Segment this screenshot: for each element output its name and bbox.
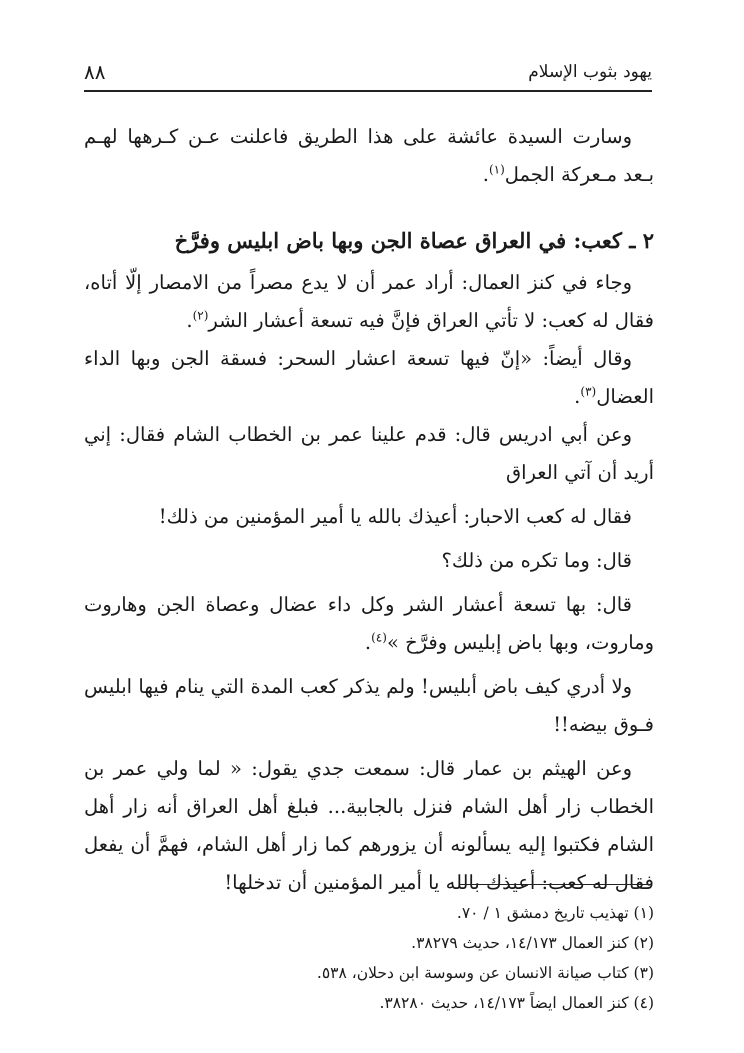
paragraph-5 — [84, 498, 654, 536]
paragraph-1-text: وسارت السيدة عائشة على هذا الطريق فاعلنت عـن كـرهها لهـم بـعد مـعركة الجمل — [84, 125, 654, 186]
section-heading: ٢ ـ كعب: في العراق عصاة الجن وبها باض ابليس وفرَّخ — [174, 228, 654, 253]
paragraph-3: وقال أيضاً: «إنّ فيها تسعة اعشار السحر: فسقة الجن وبها الداء العضال$^{(٣)}$. — [84, 347, 654, 408]
header-divider — [84, 90, 652, 92]
footnote-2: (٢) كنز العمال ١٤/١٧٣، حديث ٣٨٢٧٩. — [411, 934, 654, 952]
running-header — [84, 58, 652, 86]
paragraph-6-text: قال: وما تكره من ذلك؟ — [441, 549, 632, 572]
footnotes — [84, 898, 654, 1018]
body-text — [84, 118, 654, 902]
paragraph-2-text: وجاء في كنز العمال: أراد عمر أن لا يدع مصراً من الامصار إلّا أتاه، فقال له كعب: لا تأتي العراق فإنَّ فيه تسعة أعشار الشر — [84, 271, 654, 332]
paragraph-8 — [84, 668, 654, 744]
paragraph-4 — [84, 416, 654, 492]
paragraph-9 — [84, 750, 654, 902]
footnote-ref-1: (١) — [488, 162, 505, 177]
book-title: يهود بثوب الإسلام — [528, 62, 652, 82]
footnote-divider — [460, 884, 652, 885]
paragraph-4-text: وعن أبي ادريس قال: قدم علينا عمر بن الخطاب الشام فقال: إني أريد أن آتي العراق — [84, 423, 654, 484]
paragraph-3-text: وقال أيضاً: «إنّ فيها تسعة اعشار السحر: فسقة الجن وبها الداء العضال — [84, 347, 654, 408]
paragraph-9-text: وعن الهيثم بن عمار قال: سمعت جدي يقول: « لما ولي عمر بن الخطاب زار أهل الشام فنزل بالجابية... فبلغ أهل العراق أنه زار أهل الشام فكتبوا إليه يسألونه أن يزورهم كما زار أهل الشام، فهمَّ أن يفعل فقال له كعب: أعيذك بالله يا أمير المؤمنين أن تدخلها! — [84, 757, 654, 894]
paragraph-2: وجاء في كنز العمال: أراد عمر أن لا يدع مصراً من الامصار إلّا أتاه، فقال له كعب: لا تأتي العراق فإنَّ فيه تسعة أعشار الشر$^{(٢)}$. — [84, 271, 654, 332]
footnote-ref-4: (٤) — [371, 630, 387, 645]
footnote-3: (٣) كتاب صيانة الانسان عن وسوسة ابن دحلان، ٥٣٨. — [316, 964, 654, 982]
footnote-ref-3: (٣) — [580, 384, 597, 399]
footnote-4: (٤) كنز العمال ايضاً ١٤/١٧٣، حديث ٣٨٢٨٠. — [379, 994, 654, 1012]
paragraph-8-text: ولا أدري كيف باض أبليس! ولم يذكر كعب المدة التي ينام فيها ابليس فـوق بيضه!! — [84, 675, 654, 736]
paragraph-6 — [84, 542, 654, 580]
footnote-1: (١) تهذيب تاريخ دمشق ١ / ٧٠. — [456, 904, 654, 922]
footnote-ref-2: (٢) — [192, 308, 209, 323]
paragraph-1: وسارت السيدة عائشة على هذا الطريق فاعلنت عـن كـرهها لهـم بـعد مـعركة الجمل$^{(١)}$. — [84, 125, 654, 186]
paragraph-5-text: فقال له كعب الاحبار: أعيذك بالله يا أمير المؤمنين من ذلك! — [158, 505, 632, 528]
page-number: ٨٨ — [84, 60, 106, 84]
paragraph-7-text: قال: بها تسعة أعشار الشر وكل داء عضال وعصاة الجن وهاروت وماروت، وبها باض إبليس وفرَّخ » — [84, 593, 654, 654]
paragraph-7: قال: بها تسعة أعشار الشر وكل داء عضال وعصاة الجن وهاروت وماروت، وبها باض إبليس وفرَّخ »$^{(٤)}$. — [84, 593, 654, 654]
